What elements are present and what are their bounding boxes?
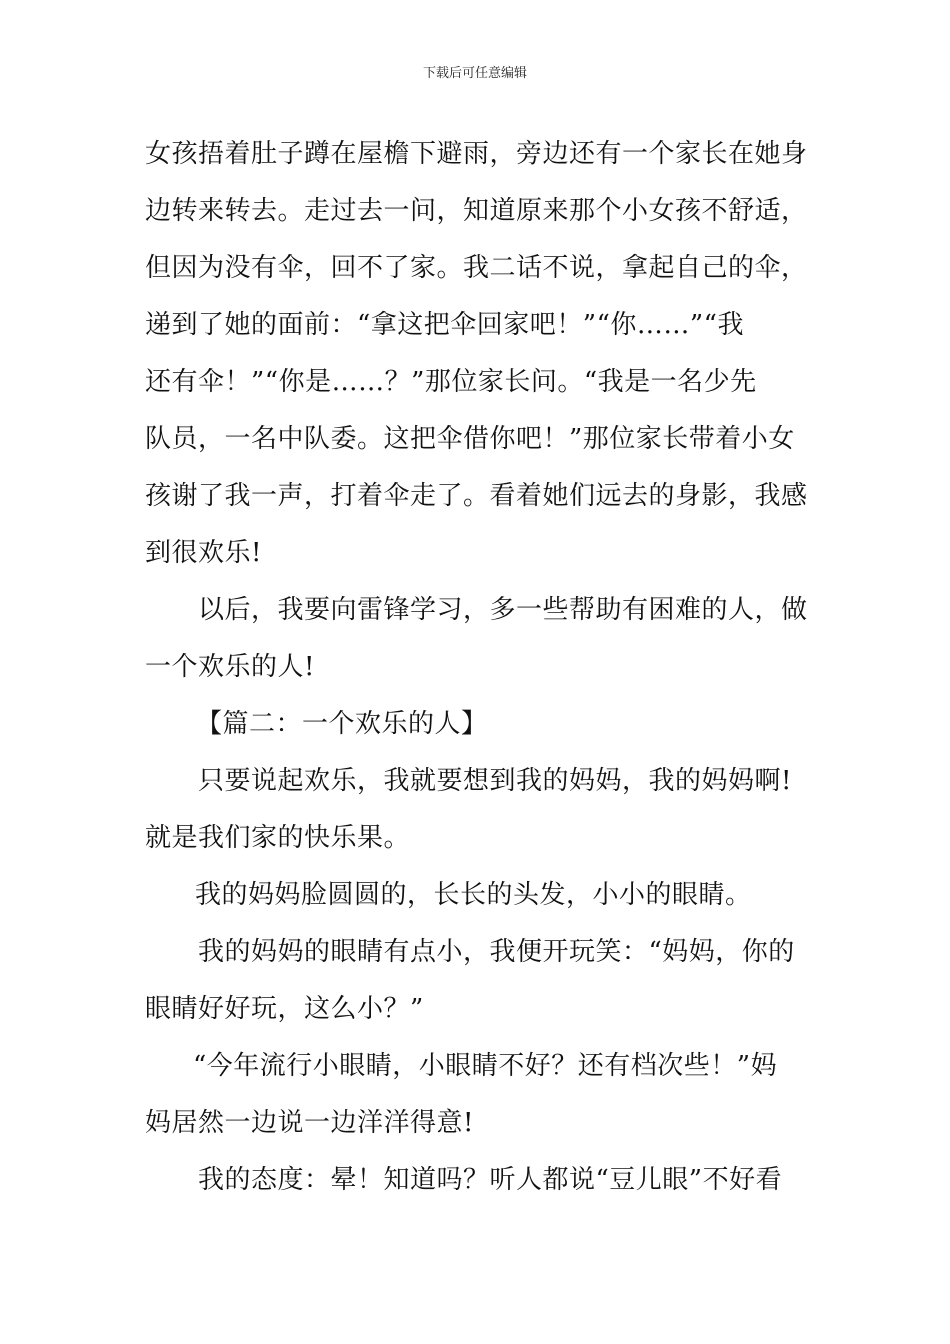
text-line-7: 孩谢了我一声，打着伞走了。看着她们远去的身影，我感 — [145, 481, 808, 511]
text-line-4: 递到了她的面前：“拿这把伞回家吧！”“你……”“我 — [145, 310, 744, 340]
text-line-2: 边转来转去。走过去一问，知道原来那个小女孩不舒适， — [145, 196, 808, 226]
text-line-12: 只要说起欢乐，我就要想到我的妈妈，我的妈妈啊! — [198, 766, 792, 796]
text-line-10: 一个欢乐的人! — [145, 652, 315, 682]
text-line-1: 女孩捂着肚子蹲在屋檐下避雨，旁边还有一个家长在她身 — [145, 139, 808, 169]
page-header: 下载后可任意编辑 — [422, 66, 527, 81]
text-line-17: “今年流行小眼睛，小眼睛不好？还有档次些！”妈 — [193, 1051, 778, 1081]
text-line-13: 就是我们家的快乐果。 — [145, 823, 411, 853]
text-line-5: 还有伞！”“你是……？”那位家长问。“我是一名少先 — [145, 367, 757, 397]
section-heading: 【篇二：一个欢乐的人】 — [196, 709, 488, 739]
text-line-8: 到很欢乐! — [145, 538, 262, 568]
text-line-15: 我的妈妈的眼睛有点小，我便开玩笑：“妈妈，你的 — [198, 937, 795, 967]
text-line-19: 我的态度：晕！知道吗？听人都说“豆儿眼”不好看 — [198, 1165, 783, 1195]
text-line-16: 眼睛好好玩，这么小？” — [145, 994, 424, 1024]
text-line-3: 但因为没有伞，回不了家。我二话不说，拿起自己的伞， — [145, 253, 808, 283]
text-line-6: 队员，一名中队委。这把伞借你吧！”那位家长带着小女 — [145, 424, 795, 454]
text-line-14: 我的妈妈脸圆圆的，长长的头发，小小的眼睛。 — [195, 880, 752, 910]
text-line-18: 妈居然一边说一边洋洋得意! — [145, 1108, 474, 1138]
text-line-9: 以后，我要向雷锋学习，多一些帮助有困难的人，做 — [198, 595, 808, 625]
